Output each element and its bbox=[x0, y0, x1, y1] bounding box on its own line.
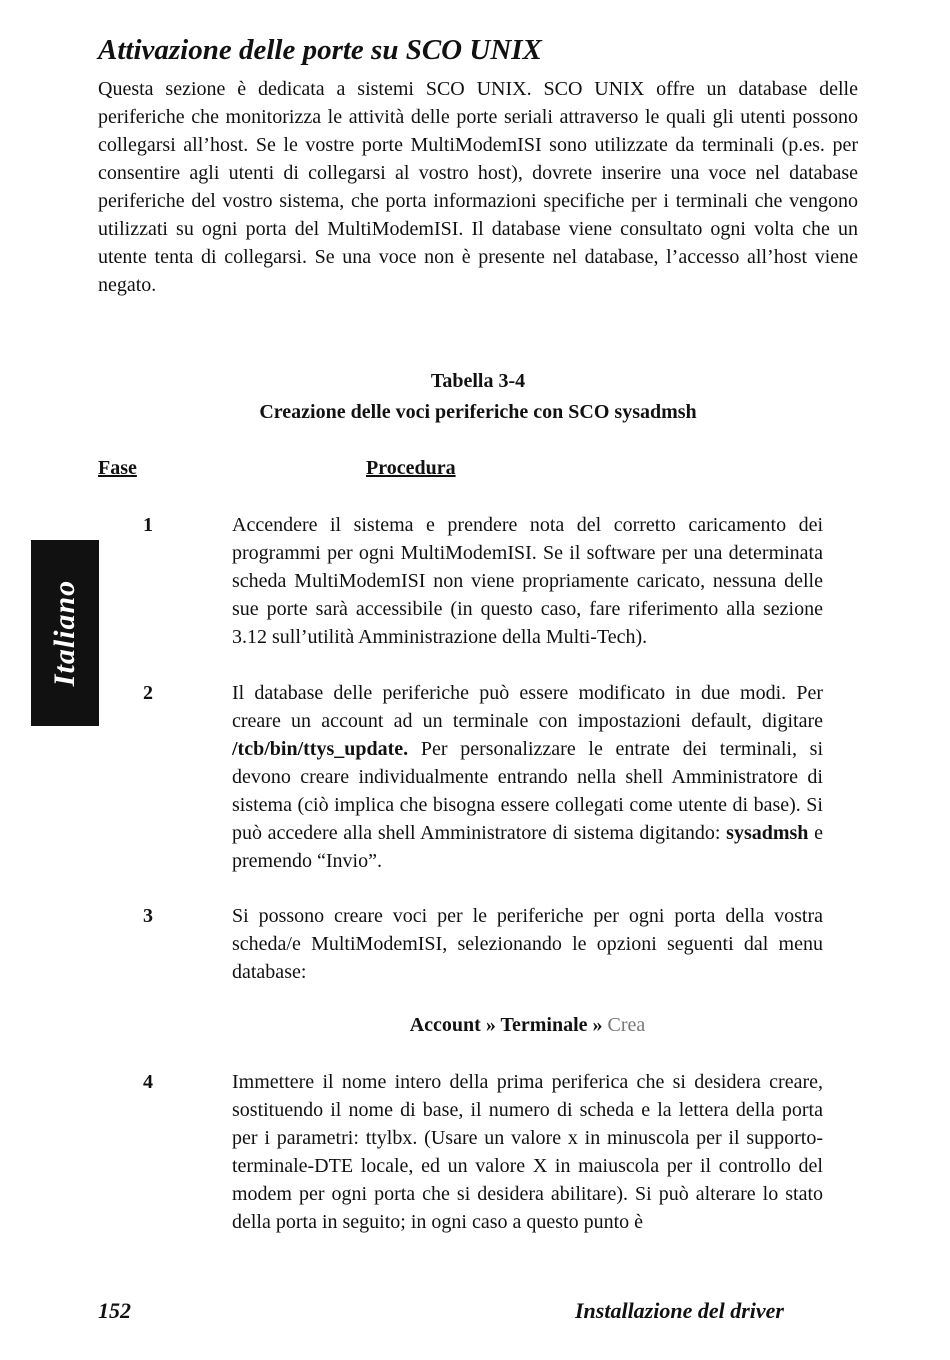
page-title: Attivazione delle porte su SCO UNIX bbox=[98, 34, 542, 66]
step-number: 4 bbox=[143, 1071, 153, 1093]
table-title: Creazione delle voci periferiche con SCO sysadmsh bbox=[259, 401, 697, 423]
step-number: 1 bbox=[143, 514, 153, 536]
menu-path-terminal: Terminale bbox=[500, 1014, 588, 1036]
column-header-procedure: Procedura bbox=[366, 457, 456, 479]
table-number: Tabella 3-4 bbox=[430, 370, 526, 392]
step-number: 3 bbox=[143, 905, 153, 927]
menu-path bbox=[232, 1014, 823, 1037]
step-number: 2 bbox=[143, 682, 153, 704]
table-caption bbox=[98, 366, 858, 428]
step-text-part: Per personalizzare le entrate dei terminali, si devono creare individualmente entrando nella shell Amministratore di sistema (ciò implica che bisogna essere collegati come utente di base). Si può accedere alla shell Amministratore di sistema digitando: bbox=[232, 738, 823, 844]
column-header-step: Fase bbox=[98, 457, 137, 479]
step-text: Accendere il sistema e prendere nota del corretto caricamento dei programmi per ogni MultiModemISI. Se il software per una determinata scheda MultiModemISI non viene propriamente caricato, nessuna delle sue porte sarà accessibile (in questo caso, fare riferimento alla sezione 3.12 sull’utilità Amministrazione della Multi-Tech). bbox=[232, 514, 823, 648]
page-number: 152 bbox=[98, 1298, 131, 1323]
step-text: Si possono creare voci per le periferiche per ogni porta della vostra scheda/e MultiModemISI, selezionando le opzioni seguenti dal menu database: bbox=[232, 905, 823, 983]
intro-paragraph: Questa sezione è dedicata a sistemi SCO UNIX. SCO UNIX offre un database delle periferiche che monitorizza le attività delle porte seriali attraverso le quali gli utenti possono collegarsi all’host. Se le vostre porte MultiModemISI sono utilizzate da terminali (p.es. per consentire agli utenti di collegarsi al vostro host), dovrete inserire una voce nel database periferiche del vostro sistema, che porta informazioni specifiche per i terminali che vengono utilizzati su ogni porta del MultiModemISI. Il database viene consultato ogni volta che un utente tenta di collegarsi. Se una voce non è presente nel database, l’accesso all’host viene negato. bbox=[98, 78, 858, 296]
menu-path-account: Account bbox=[409, 1014, 481, 1036]
step-text bbox=[232, 679, 823, 875]
step-text: Immettere il nome intero della prima periferica che si desidera creare, sostituendo il nome di base, il numero di scheda e la lettera della porta per i parametri: ttylbx. (Usare un valore x in minuscola per il supporto-terminale-DTE locale, ed un valore X in maiuscola per il controllo del modem per ogni porta che si desidera abilitare). Si può alterare lo stato della porta in seguito; in ogni caso a questo punto è bbox=[232, 1071, 823, 1233]
language-side-tab bbox=[31, 540, 99, 726]
menu-path-separator: » bbox=[480, 1014, 501, 1036]
menu-path-create: Crea bbox=[607, 1014, 646, 1036]
command-sysadmsh: sysadmsh bbox=[726, 822, 809, 844]
command-ttys-update: /tcb/bin/ttys_update. bbox=[232, 738, 409, 760]
step-text-part: Il database delle periferiche può essere modificato in due modi. Per creare un account ad un terminale con impostazioni default, digitare bbox=[232, 682, 823, 732]
footer-section-title: Installazione del driver bbox=[574, 1298, 784, 1323]
language-tab-label: Italiano bbox=[48, 579, 81, 687]
menu-path-separator: » bbox=[587, 1014, 608, 1036]
step-text-part: e premendo “Invio”. bbox=[232, 822, 823, 872]
